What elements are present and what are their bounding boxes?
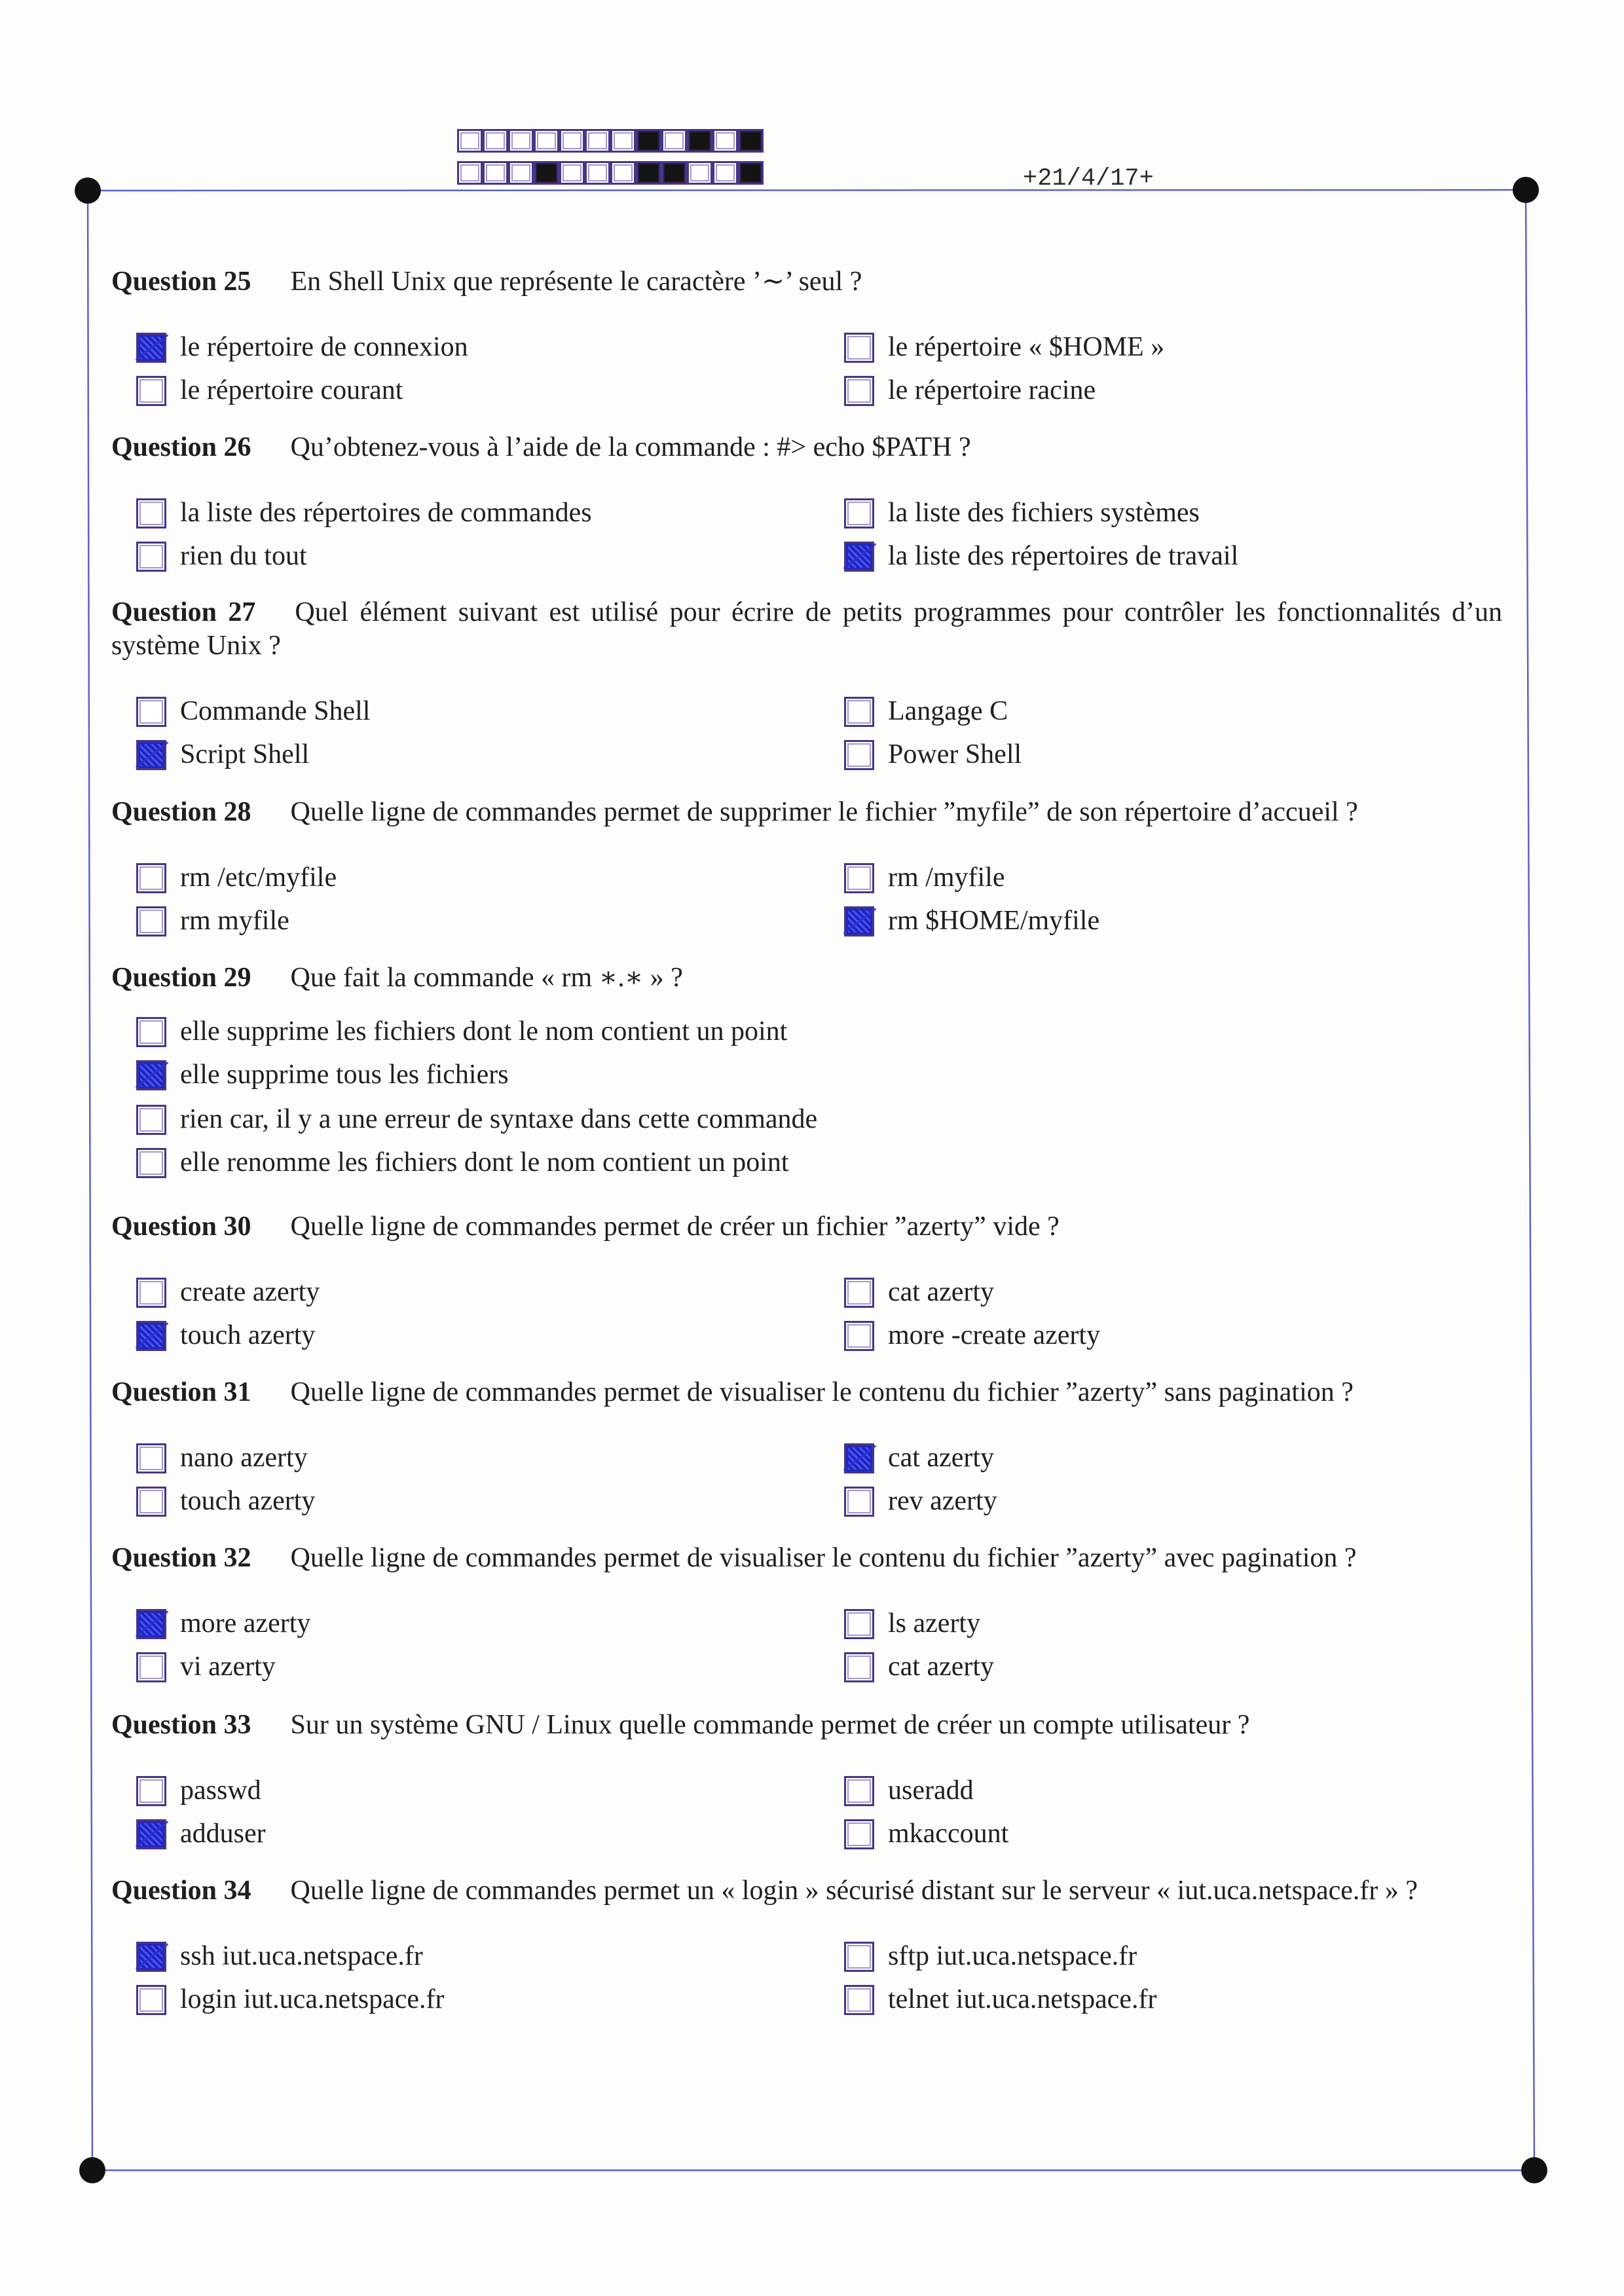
answer-checkbox[interactable]	[844, 1819, 874, 1849]
id-code-cell	[457, 129, 483, 153]
answer-label: le répertoire de connexion	[180, 332, 468, 362]
answer-option	[136, 1769, 261, 1813]
answer-label: le répertoire racine	[888, 375, 1096, 405]
answer-checkbox[interactable]	[136, 542, 166, 572]
answer-option	[136, 1645, 276, 1689]
answer-option	[136, 491, 592, 535]
answer-checkbox[interactable]	[844, 1652, 874, 1682]
answer-label: Power Shell	[888, 739, 1022, 769]
answer-checkbox[interactable]	[136, 1652, 166, 1682]
answer-label: Langage C	[888, 696, 1008, 726]
answer-label: sftp iut.uca.netspace.fr	[888, 1941, 1137, 1971]
frame-line-top	[88, 190, 1526, 191]
answer-label: rm $HOME/myfile	[888, 906, 1100, 936]
id-code-cell	[559, 161, 585, 185]
answer-checkbox[interactable]	[844, 542, 874, 572]
frame-line-right	[1526, 190, 1534, 2170]
question-heading	[111, 1210, 1502, 1244]
question-block	[111, 1874, 1502, 2022]
corner-mark-bottom-right	[1521, 2157, 1547, 2183]
question-text: Quelle ligne de commandes permet de visualiser le contenu du fichier ”azerty” avec pagination ?	[290, 1543, 1357, 1573]
id-code-cell	[636, 161, 661, 185]
answer-option	[136, 1141, 789, 1185]
answer-label: elle supprime tous les fichiers	[180, 1060, 509, 1090]
question-text: Quelle ligne de commandes permet de créer un fichier ”azerty” vide ?	[290, 1212, 1060, 1242]
id-code-cell	[661, 129, 687, 153]
answer-option	[844, 534, 1238, 578]
answer-checkbox[interactable]	[136, 1609, 166, 1639]
answer-checkbox[interactable]	[844, 1443, 874, 1473]
id-code-cell	[508, 129, 534, 153]
question-heading	[111, 596, 1502, 663]
answer-options	[111, 1270, 1502, 1358]
answer-option	[136, 1098, 817, 1141]
id-code-cell	[661, 161, 687, 185]
answer-label: create azerty	[180, 1277, 320, 1307]
answer-option	[844, 1935, 1137, 1978]
answer-option	[136, 1602, 310, 1646]
answer-option	[844, 1436, 994, 1480]
answer-label: useradd	[888, 1775, 974, 1805]
answer-checkbox[interactable]	[844, 1321, 874, 1351]
question-block	[111, 1210, 1502, 1358]
question-label: Question 27	[111, 597, 256, 627]
answer-checkbox[interactable]	[844, 906, 874, 936]
id-code-cell	[534, 129, 559, 153]
answer-option	[844, 1645, 994, 1689]
id-code-cell	[585, 129, 610, 153]
answer-options	[111, 1602, 1502, 1689]
answer-label: touch azerty	[180, 1486, 316, 1516]
answer-label: cat azerty	[888, 1443, 995, 1473]
id-code-cell	[559, 129, 585, 153]
answer-checkbox[interactable]	[844, 376, 874, 406]
answer-option	[844, 1314, 1100, 1358]
answer-option	[844, 899, 1099, 943]
answer-option	[136, 1935, 423, 1978]
answer-checkbox[interactable]	[136, 1278, 166, 1308]
answer-option	[136, 856, 337, 900]
question-block	[111, 1542, 1502, 1689]
answer-label: mkaccount	[888, 1819, 1009, 1849]
answer-checkbox[interactable]	[136, 863, 166, 893]
answer-option	[844, 690, 1008, 733]
answer-option	[136, 1053, 509, 1097]
answer-checkbox[interactable]	[844, 1609, 874, 1639]
answer-option	[136, 1479, 315, 1523]
answer-options	[111, 325, 1502, 413]
question-label: Question 25	[111, 267, 251, 297]
id-code-cell	[585, 161, 610, 185]
answer-checkbox[interactable]	[844, 697, 874, 727]
answer-option	[136, 690, 370, 733]
question-block	[111, 961, 1502, 1185]
answer-label: le répertoire courant	[180, 375, 403, 405]
answer-option	[844, 733, 1022, 777]
answer-label: ls azerty	[888, 1608, 981, 1639]
answer-checkbox[interactable]	[136, 376, 166, 406]
answer-option	[136, 534, 307, 578]
answer-option	[136, 1812, 266, 1856]
answer-checkbox[interactable]	[844, 498, 874, 528]
answer-label: more -create azerty	[888, 1320, 1101, 1350]
answer-options	[111, 1436, 1502, 1523]
question-block	[111, 431, 1502, 578]
question-label: Question 34	[111, 1876, 251, 1906]
answer-option	[844, 369, 1096, 413]
answer-checkbox[interactable]	[844, 1776, 874, 1806]
answer-checkbox[interactable]	[136, 1776, 166, 1806]
answer-checkbox[interactable]	[844, 1487, 874, 1517]
answer-option	[136, 1436, 308, 1480]
answer-option	[844, 325, 1164, 369]
answer-option	[136, 733, 309, 777]
id-code-cell	[687, 161, 712, 185]
id-code-cell	[457, 161, 483, 185]
answer-label: la liste des répertoires de travail	[888, 541, 1239, 571]
answer-label: more azerty	[180, 1608, 311, 1639]
answer-checkbox[interactable]	[844, 1942, 874, 1972]
id-code-cell	[610, 161, 636, 185]
id-code-cell	[534, 161, 559, 185]
answer-label: cat azerty	[888, 1277, 995, 1307]
answer-options	[111, 690, 1502, 777]
answer-label: Script Shell	[180, 739, 310, 769]
answer-option	[136, 1010, 787, 1054]
answer-option	[844, 1479, 997, 1523]
question-text: Quel élément suivant est utilisé pour écrire de petits programmes pour contrôler les fonctionnalités d’un système Unix ?	[111, 597, 1502, 661]
answer-checkbox[interactable]	[136, 1017, 166, 1047]
question-block	[111, 796, 1502, 943]
answer-checkbox[interactable]	[844, 1985, 874, 2015]
id-code-cell	[610, 129, 636, 153]
answer-checkbox[interactable]	[136, 1942, 166, 1972]
answer-option	[844, 1812, 1008, 1856]
id-code-cell	[738, 161, 764, 185]
answer-label: adduser	[180, 1819, 266, 1849]
question-block	[111, 265, 1502, 413]
answer-checkbox[interactable]	[136, 1819, 166, 1849]
answer-checkbox[interactable]	[844, 333, 874, 363]
id-code-row	[457, 129, 764, 153]
answer-checkbox[interactable]	[136, 498, 166, 528]
answer-label: la liste des fichiers systèmes	[888, 498, 1200, 528]
question-text: Que fait la commande « rm ∗.∗ » ?	[290, 963, 683, 993]
answer-checkbox[interactable]	[136, 697, 166, 727]
question-block	[111, 596, 1502, 777]
answer-label: elle supprime les fichiers dont le nom contient un point	[180, 1016, 788, 1046]
question-label: Question 26	[111, 432, 251, 462]
answer-label: cat azerty	[888, 1652, 995, 1682]
id-code-cell	[483, 161, 508, 185]
question-heading	[111, 1542, 1502, 1575]
question-heading	[111, 1376, 1502, 1409]
question-label: Question 30	[111, 1212, 251, 1242]
answer-label: rm myfile	[180, 906, 289, 936]
answer-label: passwd	[180, 1775, 261, 1805]
page-id-code	[457, 129, 764, 193]
answer-label: la liste des répertoires de commandes	[180, 498, 592, 528]
question-heading	[111, 1709, 1502, 1742]
id-code-row	[457, 161, 764, 185]
answer-label: rm /myfile	[888, 862, 1005, 893]
question-heading	[111, 1874, 1502, 1908]
question-heading	[111, 796, 1502, 829]
page-code: +21/4/17+	[1023, 165, 1154, 193]
answer-option	[136, 325, 468, 369]
question-text: Quelle ligne de commandes permet de visualiser le contenu du fichier ”azerty” sans pagination ?	[290, 1377, 1354, 1407]
answer-label: touch azerty	[180, 1320, 316, 1350]
answer-label: login iut.uca.netspace.fr	[180, 1984, 445, 2014]
answer-options	[111, 1769, 1502, 1856]
question-text: En Shell Unix que représente le caractère ’∼’ seul ?	[290, 267, 862, 297]
answer-checkbox[interactable]	[136, 1487, 166, 1517]
answer-options	[111, 1935, 1502, 2022]
question-label: Question 31	[111, 1377, 251, 1407]
answer-checkbox[interactable]	[136, 740, 166, 770]
corner-mark-bottom-left	[79, 2157, 105, 2183]
answer-label: nano azerty	[180, 1443, 308, 1473]
question-label: Question 28	[111, 797, 251, 827]
question-label: Question 32	[111, 1543, 251, 1573]
answer-checkbox[interactable]	[844, 740, 874, 770]
answer-label: rev azerty	[888, 1486, 997, 1516]
answer-options	[111, 856, 1502, 943]
question-heading	[111, 431, 1502, 464]
answer-option	[136, 1314, 315, 1358]
corner-mark-top-right	[1513, 177, 1539, 203]
answer-label: rm /etc/myfile	[180, 862, 337, 893]
answer-checkbox[interactable]	[844, 1278, 874, 1308]
question-heading	[111, 265, 1502, 299]
answer-option	[136, 899, 289, 943]
question-label: Question 29	[111, 963, 251, 993]
answer-checkbox[interactable]	[136, 1060, 166, 1090]
answer-option	[844, 1769, 974, 1813]
corner-mark-top-left	[75, 177, 101, 204]
answer-label: le répertoire « $HOME »	[888, 332, 1165, 362]
answer-checkbox[interactable]	[136, 1321, 166, 1351]
answer-checkbox[interactable]	[136, 1105, 166, 1135]
id-code-cell	[483, 129, 508, 153]
answer-label: rien du tout	[180, 541, 307, 571]
answer-checkbox[interactable]	[136, 906, 166, 936]
question-block	[111, 1709, 1502, 1856]
answer-options	[111, 1010, 1502, 1185]
answer-checkbox[interactable]	[136, 1148, 166, 1178]
answer-label: rien car, il y a une erreur de syntaxe dans cette commande	[180, 1104, 818, 1134]
id-code-cell	[738, 129, 764, 153]
answer-checkbox[interactable]	[844, 863, 874, 893]
question-text: Qu’obtenez-vous à l’aide de la commande : #> echo $PATH ?	[290, 432, 971, 462]
id-code-cell	[636, 129, 661, 153]
answer-option	[136, 369, 403, 413]
answer-option	[136, 1978, 445, 2022]
frame-line-left	[88, 191, 92, 2170]
answer-checkbox[interactable]	[136, 1985, 166, 2015]
answer-option	[844, 1602, 980, 1646]
answer-options	[111, 491, 1502, 578]
question-label: Question 33	[111, 1710, 251, 1740]
answer-label: ssh iut.uca.netspace.fr	[180, 1941, 423, 1971]
id-code-cell	[712, 161, 738, 185]
answer-option	[136, 1270, 320, 1314]
answer-checkbox[interactable]	[136, 1443, 166, 1473]
answer-label: elle renomme les fichiers dont le nom contient un point	[180, 1147, 789, 1177]
answer-label: Commande Shell	[180, 696, 371, 726]
question-text: Quelle ligne de commandes permet un « login » sécurisé distant sur le serveur « iut.uca.netspace.fr » ?	[290, 1876, 1418, 1906]
answer-label: telnet iut.uca.netspace.fr	[888, 1984, 1157, 2014]
answer-option	[844, 1978, 1156, 2022]
answer-option	[844, 491, 1200, 535]
question-text: Quelle ligne de commandes permet de supprimer le fichier ”myfile” de son répertoire d’accueil ?	[290, 797, 1358, 827]
answer-option	[844, 1270, 994, 1314]
id-code-cell	[508, 161, 534, 185]
answer-label: vi azerty	[180, 1652, 276, 1682]
answer-checkbox[interactable]	[136, 333, 166, 363]
question-text: Sur un système GNU / Linux quelle commande permet de créer un compte utilisateur ?	[290, 1710, 1250, 1740]
question-block	[111, 1376, 1502, 1523]
answer-option	[844, 856, 1005, 900]
question-heading	[111, 961, 1502, 995]
id-code-cell	[687, 129, 712, 153]
id-code-cell	[712, 129, 738, 153]
